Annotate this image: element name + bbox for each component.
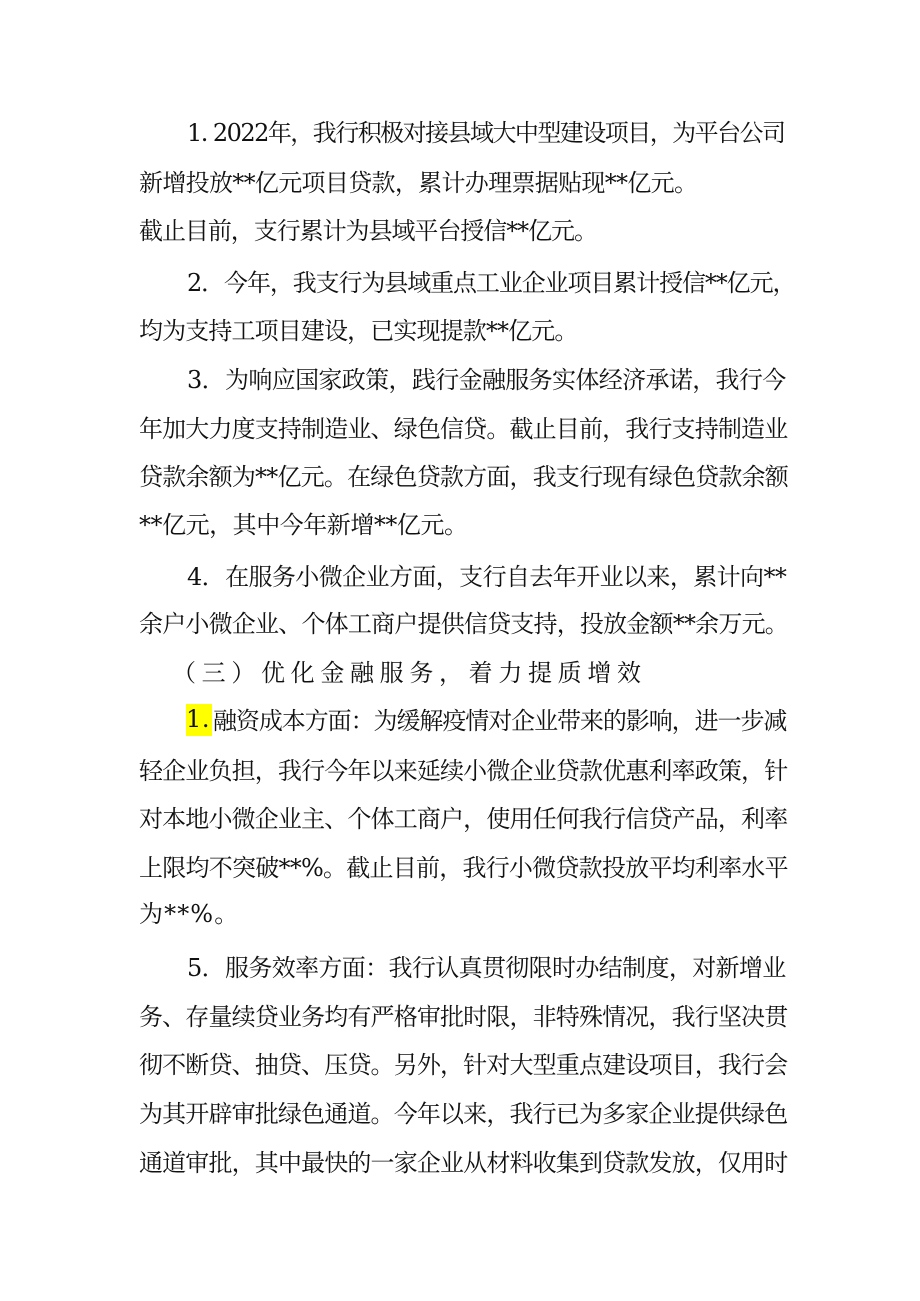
text-line: 为**%。 <box>139 900 240 928</box>
text-line: **亿元，其中今年新增**亿元。 <box>139 511 468 539</box>
text-line: 截止目前，支行累计为县域平台授信**亿元。 <box>139 217 597 245</box>
text-line: 通道审批，其中最快的一家企业从材料收集到贷款发放，仅用时 <box>139 1149 788 1177</box>
text-line: 2．今年，我支行为县域重点工业企业项目累计授信**亿元， <box>187 269 796 297</box>
text-line: 余户小微企业、个体工商户提供信贷支持，投放金额**余万元。 <box>139 610 789 638</box>
text-line: 贷款余额为**亿元。在绿色贷款方面，我支行现有绿色贷款余额 <box>139 463 789 491</box>
text-line: 年加大力度支持制造业、绿色信贷。截止目前，我行支持制造业 <box>139 415 788 443</box>
text-line: 彻不断贷、抽贷、压贷。另外，针对大型重点建设项目，我行会 <box>139 1051 788 1079</box>
text-line: 务、存量续贷业务均有严格审批时限，非特殊情况，我行坚决贯 <box>139 1003 788 1031</box>
text-line: 4．在服务小微企业方面，支行自去年开业以来，累计向** <box>187 563 787 591</box>
text-line: 1. 2022年，我行积极对接县域大中型建设项目，为平台公司 <box>187 119 785 147</box>
text-line: 均为支持工项目建设，已实现提款**亿元。 <box>139 317 578 345</box>
text-line: 轻企业负担，我行今年以来延续小微企业贷款优惠利率政策，针 <box>139 757 788 785</box>
text-line: 5．服务效率方面：我行认真贯彻限时办结制度，对新增业 <box>187 954 786 982</box>
text-line: 融资成本方面：为缓解疫情对企业带来的影响，进一步减 <box>213 707 787 735</box>
text-line: 3．为响应国家政策，践行金融服务实体经济承诺，我行今 <box>187 366 786 394</box>
section-heading: （三）优化金融服务，着力提质增效 <box>172 659 647 687</box>
text-line: 新增投放**亿元项目贷款，累计办理票据贴现**亿元。 <box>139 169 698 197</box>
text-line: 为其开辟审批绿色通道。今年以来，我行已为多家企业提供绿色 <box>139 1100 788 1128</box>
highlighted-number: 1. <box>186 704 212 736</box>
text-line: 对本地小微企业主、个体工商户，使用任何我行信贷产品，利率 <box>139 805 788 833</box>
text-line: 上限均不突破**%。截止目前，我行小微贷款投放平均利率水平 <box>139 854 788 882</box>
